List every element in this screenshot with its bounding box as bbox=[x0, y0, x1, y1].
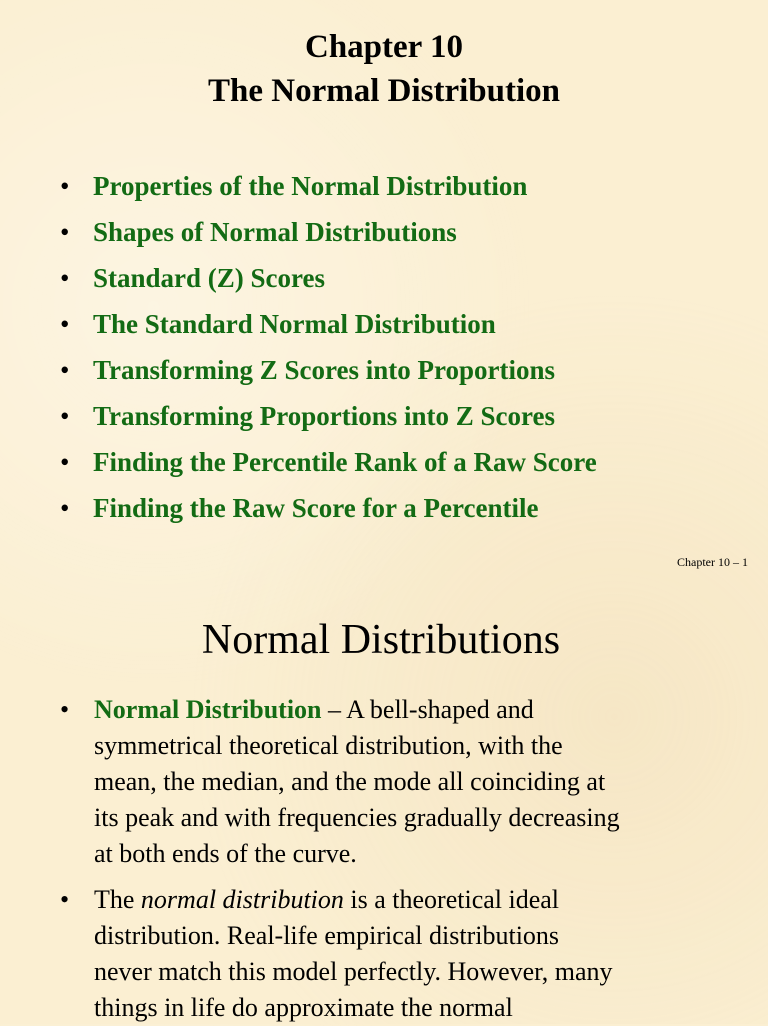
topic-label: Finding the Raw Score for a Percentile bbox=[93, 493, 539, 523]
topic-label: Standard (Z) Scores bbox=[93, 263, 326, 293]
definition-line: at both ends of the curve. bbox=[94, 839, 357, 868]
topic-label: Finding the Percentile Rank of a Raw Score bbox=[93, 447, 597, 477]
paragraph-line: things in life do approximate the normal bbox=[94, 993, 513, 1022]
section-title: Normal Distributions bbox=[201, 617, 561, 663]
paragraph-line: is a theoretical ideal bbox=[343, 885, 560, 914]
definition-line: symmetrical theoretical distribution, with the bbox=[94, 731, 563, 760]
definition-dash: – bbox=[321, 695, 347, 724]
ideal-paragraph bbox=[60, 882, 710, 1026]
bullet-icon: • bbox=[60, 447, 70, 477]
slide-footer: Chapter 10 – 1 bbox=[677, 555, 748, 569]
emphasis-term: normal distribution bbox=[140, 885, 344, 914]
bullet-icon: • bbox=[60, 171, 70, 201]
definition-term: Normal Distribution bbox=[94, 695, 322, 724]
topic-item bbox=[60, 347, 760, 393]
definition-paragraph bbox=[60, 692, 710, 872]
bullet-icon: • bbox=[60, 263, 70, 293]
paragraph-line: distribution. Real-life empirical distributions bbox=[94, 921, 560, 950]
bullet-icon: • bbox=[60, 885, 70, 914]
bullet-icon: • bbox=[60, 695, 70, 724]
topic-item bbox=[60, 163, 760, 209]
definition-line: A bell-shaped and bbox=[346, 695, 534, 724]
topic-item bbox=[60, 301, 760, 347]
topic-item bbox=[60, 439, 760, 485]
bullet-icon: • bbox=[60, 355, 70, 385]
paragraph-lead: The bbox=[94, 885, 141, 914]
chapter-title: Chapter 10 bbox=[305, 29, 463, 65]
bullet-icon: • bbox=[60, 401, 70, 431]
topic-label: The Standard Normal Distribution bbox=[93, 309, 496, 339]
topic-item bbox=[60, 393, 760, 439]
definition-line: its peak and with frequencies gradually decreasing bbox=[94, 803, 620, 832]
topic-label: Properties of the Normal Distribution bbox=[93, 171, 528, 201]
bullet-icon: • bbox=[60, 309, 70, 339]
topic-label: Transforming Z Scores into Proportions bbox=[93, 355, 556, 385]
topic-item bbox=[60, 209, 760, 255]
topic-item bbox=[60, 485, 760, 531]
bullet-icon: • bbox=[60, 493, 70, 523]
topic-label: Shapes of Normal Distributions bbox=[93, 217, 457, 247]
definition-line: mean, the median, and the mode all coinciding at bbox=[94, 767, 606, 796]
chapter-subtitle: The Normal Distribution bbox=[207, 73, 560, 109]
bullet-icon: • bbox=[60, 217, 70, 247]
paragraph-line: never match this model perfectly. However, many bbox=[94, 957, 613, 986]
topic-label: Transforming Proportions into Z Scores bbox=[93, 401, 556, 431]
topic-list bbox=[60, 163, 760, 531]
topic-item bbox=[60, 255, 760, 301]
